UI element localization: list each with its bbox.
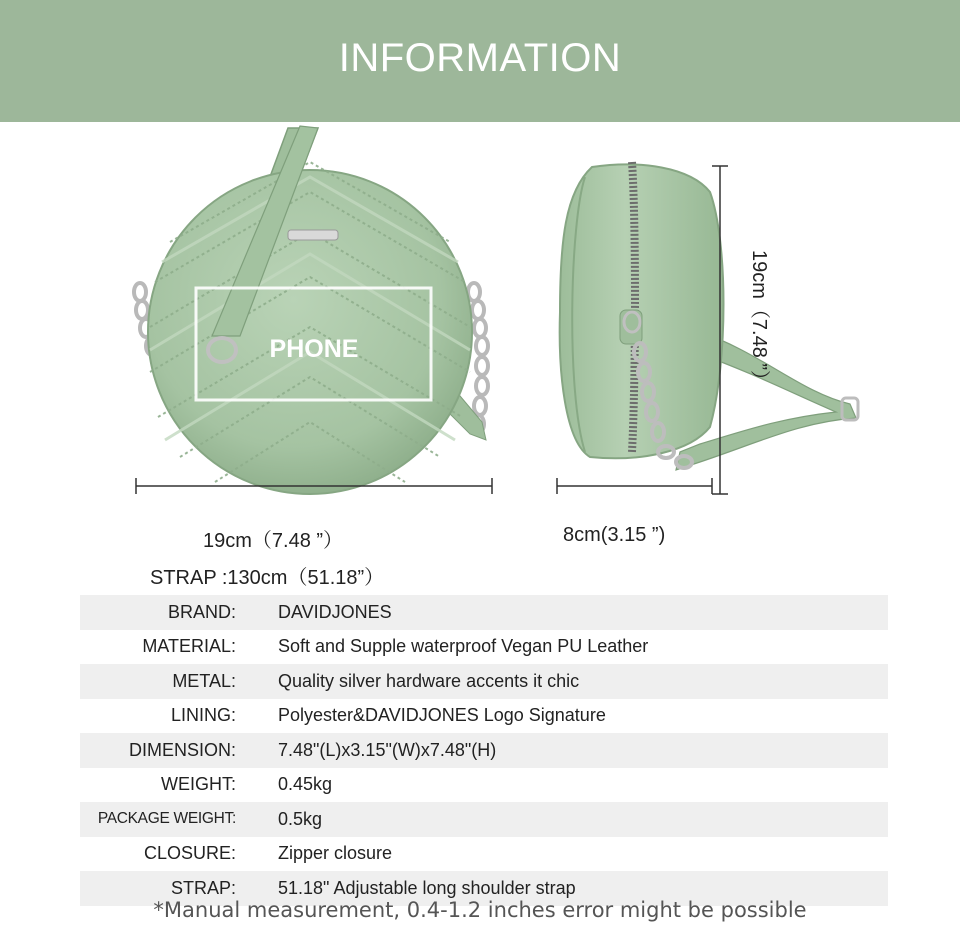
width-label: 19cm（7.48 ”） [203, 530, 344, 552]
spec-label: STRAP: [170, 877, 236, 898]
bag-illustration [0, 122, 960, 522]
strap-length-label: STRAP :130cm（51.18”） [150, 567, 385, 589]
spec-row-dimension [80, 733, 888, 768]
page-title: INFORMATION [338, 35, 622, 80]
spec-value: Zipper closure [278, 843, 393, 864]
spec-label: PACKAGE WEIGHT: [97, 810, 236, 828]
spec-row-package-weight [80, 802, 888, 837]
spec-row-weight [80, 768, 888, 803]
spec-row-closure [80, 837, 888, 872]
product-figure [0, 122, 960, 522]
spec-table [80, 595, 888, 906]
logo-plate-icon [288, 230, 338, 240]
depth-label: 8cm(3.15 ”) [563, 524, 666, 546]
spec-label: CLOSURE: [143, 843, 236, 864]
spec-value: 7.48"(L)x3.15"(W)x7.48"(H) [278, 739, 497, 760]
header-banner [0, 0, 960, 122]
spec-value: Polyester&DAVIDJONES Logo Signature [278, 705, 606, 726]
spec-row-brand [80, 595, 888, 630]
spec-label: WEIGHT: [161, 774, 236, 795]
spec-value: Soft and Supple waterproof Vegan PU Leather [278, 636, 649, 657]
spec-value: Quality silver hardware accents it chic [278, 670, 580, 691]
spec-label: DIMENSION: [128, 739, 236, 760]
height-label: 19cm（7.48 ”） [748, 250, 770, 391]
spec-label: METAL: [172, 670, 236, 691]
spec-value: 0.5kg [278, 808, 323, 829]
front-bag [134, 126, 488, 494]
side-bag [560, 162, 858, 470]
spec-label: MATERIAL: [142, 636, 236, 657]
spec-row-material [80, 630, 888, 665]
side-bag-body [560, 164, 724, 458]
spec-label: LINING: [170, 705, 236, 726]
spec-value: 51.18" Adjustable long shoulder strap [278, 877, 576, 898]
spec-row-metal [80, 664, 888, 699]
phone-label: PHONE [269, 335, 359, 363]
spec-row-lining [80, 699, 888, 734]
spec-value: DAVIDJONES [278, 601, 392, 622]
spec-label: BRAND: [167, 601, 236, 622]
measurement-footnote: *Manual measurement, 0.4-1.2 inches error might be possible [153, 898, 807, 922]
spec-value: 0.45kg [278, 774, 333, 795]
